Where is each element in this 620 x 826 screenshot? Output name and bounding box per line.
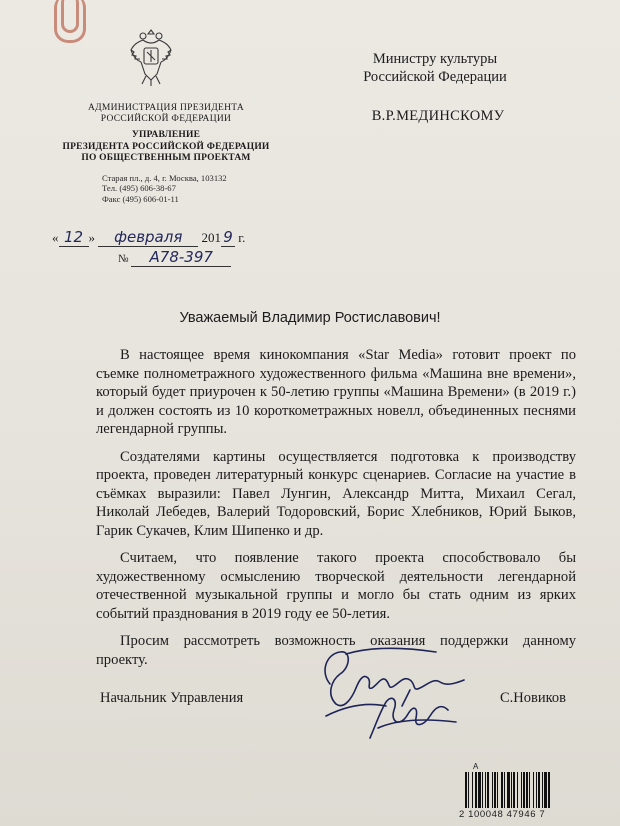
handwritten-signature-icon (306, 644, 486, 742)
date-month: февраля (98, 228, 198, 247)
paragraph-3: Считаем, что появление такого проекта способствовало бы художественному осмыслению творческой деятельности легендарной отечественной музыкальной группы и могло бы стать одним из ярких событий празднования в 2019 году ее 50-летия. (96, 550, 576, 622)
signatory-title: Начальник Управления (100, 690, 244, 706)
org-address: Старая пл., д. 4, г. Москва, 103132 (102, 172, 227, 183)
barcode-top-mark: А (473, 762, 479, 771)
recipient-block (360, 50, 510, 86)
date-day: 12 (59, 228, 89, 247)
paragraph-2: Создателями картины осуществляется подготовка к производству проекта, проведен литературный конкурс сценариев. Согласие на участие в съёмках выразили: Павел Лунгин, Александр Митта, Михаил Сегал, Николай Лебедев, Валерий Тодоровский, Борис Хлебников, Юрий Быков, Гарик Сукачев, Клим Шипенко и др. (96, 448, 576, 539)
letter-date: « 12 » февраля 201 9 г. (52, 228, 246, 246)
signatory-name: С.Новиков (500, 690, 567, 706)
regno-prefix: № (118, 253, 129, 265)
regno-value: А78-397 (131, 248, 231, 267)
date-year-suffix: г. (238, 230, 246, 245)
paragraph-1: В настоящее время кинокомпания «Star Media» готовит проект по съемке полнометражного художественного фильма «Машина вне времени», который будет приурочен к 50-летию группы «Машина Времени» (в 2019 г.) и должен состоять из 10 короткометражных новелл, объединенных песнями легендарной группы. (96, 347, 576, 437)
barcode-digits: 2 100048 47946 7 (459, 809, 546, 820)
org-department-line: УПРАВЛЕНИЕ (131, 130, 201, 140)
org-federation-line: РОССИЙСКОЙ ФЕДЕРАЦИИ (100, 114, 232, 124)
org-president-line: ПРЕЗИДЕНТА РОССИЙСКОЙ ФЕДЕРАЦИИ (62, 141, 270, 152)
greeting: Уважаемый Владимир Ростиславович! (179, 310, 441, 326)
paperclip-inner-icon (61, 0, 79, 33)
barcode-sticker (455, 762, 600, 822)
org-phone: Тел. (495) 606-38-67 (102, 183, 176, 193)
recipient-position: Министру культуры (372, 51, 498, 67)
russian-coat-of-arms-icon (128, 28, 174, 88)
letterhead (60, 103, 272, 204)
recipient-country: Российской Федерации (363, 69, 507, 85)
letter-body (96, 346, 576, 678)
date-year-prefix: 201 (201, 230, 221, 245)
recipient-name: В.Р.МЕДИНСКОМУ (371, 108, 505, 124)
org-projects-line: ПО ОБЩЕСТВЕННЫМ ПРОЕКТАМ (81, 153, 251, 163)
org-fax: Факс (495) 606-01-11 (102, 193, 179, 204)
org-admin-line: АДМИНИСТРАЦИЯ ПРЕЗИДЕНТА (87, 103, 245, 113)
paragraph-4: Просим рассмотреть возможность оказания поддержки данному проекту. (96, 633, 576, 668)
registration-number (118, 248, 231, 267)
date-year-digit: 9 (221, 228, 235, 247)
barcode-icon (463, 772, 593, 808)
